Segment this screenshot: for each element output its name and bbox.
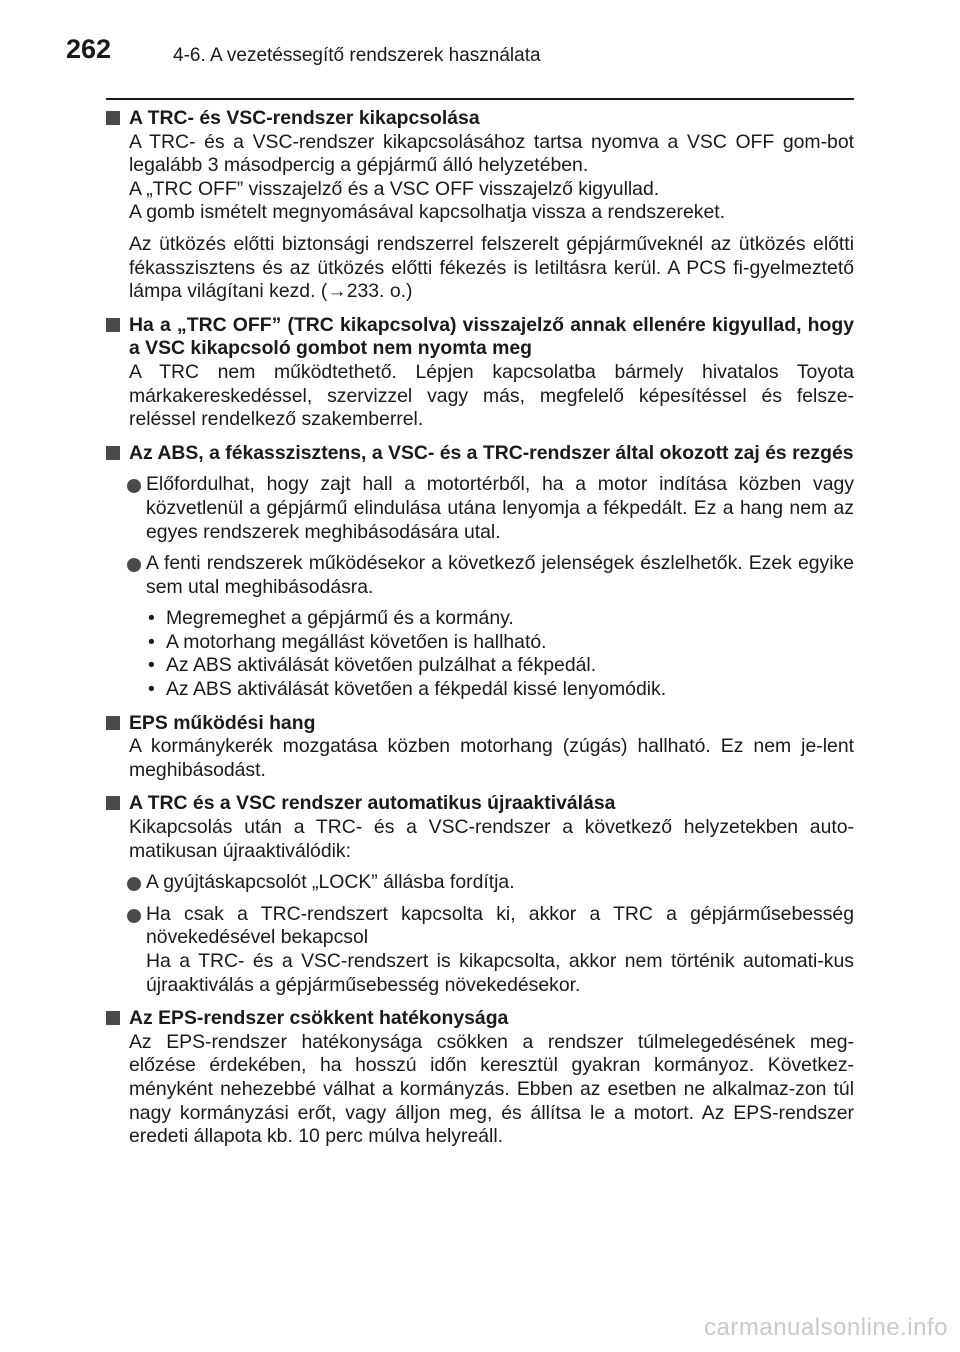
list-item: A fenti rendszerek működésekor a következő jelenségek észlelhetők. Ezek egyike sem utal meghibásodásra. <box>104 552 854 599</box>
section-heading: Az EPS-rendszer csökkent hatékonysága <box>104 1007 854 1031</box>
section-noise-vibration <box>104 442 854 702</box>
square-bullet-icon <box>106 716 120 730</box>
square-bullet-icon <box>106 1011 120 1025</box>
circle-bullet-icon <box>127 877 141 891</box>
square-bullet-icon <box>106 446 120 460</box>
sub-list-item: • Az ABS aktiválását követően pulzálhat a fékpedál. <box>146 654 854 678</box>
paragraph: A „TRC OFF” visszajelző és a VSC OFF visszajelző kigyullad. <box>129 177 660 200</box>
sub-list-item: • Az ABS aktiválását követően a fékpedál kissé lenyomódik. <box>146 678 854 702</box>
section-eps-sound <box>104 712 854 783</box>
section-trc-vsc-off <box>104 107 854 304</box>
paragraph: Kikapcsolás után a TRC- és a VSC-rendszer a következő helyzetekben auto-matikusan újraaktiválódik: <box>129 816 854 862</box>
paragraph: A kormánykerék mozgatása közben motorhang (zúgás) hallható. Ez nem je-lent meghibásodást. <box>129 735 854 781</box>
circle-bullet-icon <box>127 479 141 493</box>
section-heading: A TRC- és VSC-rendszer kikapcsolása <box>104 107 854 131</box>
list-item: A gyújtáskapcsolót „LOCK” állásba fordítja. <box>104 871 854 895</box>
page-number: 262 <box>66 34 112 64</box>
square-bullet-icon <box>106 318 120 332</box>
section-heading: EPS működési hang <box>104 712 854 736</box>
sub-list <box>104 607 854 701</box>
square-bullet-icon <box>106 796 120 810</box>
section-trc-off-indicator <box>104 314 854 432</box>
paragraph: A gomb ismételt megnyomásával kapcsolhatja vissza a rendszereket. <box>129 201 726 224</box>
watermark: carmanualsonline.info <box>704 1314 948 1341</box>
section-eps-reduced <box>104 1007 854 1149</box>
paragraph: A TRC- és a VSC-rendszer kikapcsolásához tartsa nyomva a VSC OFF gom-bot legalább 3 másodpercig a gépjármű álló helyzetében. <box>129 130 854 177</box>
section-heading: Ha a „TRC OFF” (TRC kikapcsolva) visszajelző annak ellenére kigyullad, hogy a VSC kikapcsoló gombot nem nyomta meg <box>104 314 854 361</box>
chapter-title: 4-6. A vezetéssegítő rendszerek használata <box>173 45 541 66</box>
circle-bullet-icon <box>127 909 141 923</box>
list-item: Ha csak a TRC-rendszert kapcsolta ki, akkor a TRC a gépjárműsebesség növekedésével bekapcsol Ha a TRC- és a VSC-rendszert is kikapcsolta, akkor nem történik automati-kus újraaktiválás a gépjárműsebesség növekedésekor. <box>104 903 854 997</box>
paragraph: Az ütközés előtti biztonsági rendszerrel felszerelt gépjárműveknél az ütközés előtti fékasszisztens és az ütközés előtti fékezés is letiltásra kerül. A PCS fi-gyelmeztető lámpa világítani kezd. (→233. o.) <box>129 232 854 303</box>
list-item: Előfordulhat, hogy zajt hall a motortérből, ha a motor indítása közben vagy közvetlenül a gépjármű elindulása utána lenyomja a fékpedált. Ez a hang nem az egyes rendszerek meghibásodására utal. <box>104 473 854 544</box>
sub-list-item: • Megremeghet a gépjármű és a kormány. <box>146 607 854 631</box>
header-rule <box>106 98 854 100</box>
section-heading: Az ABS, a fékasszisztens, a VSC- és a TRC-rendszer által okozott zaj és rezgés <box>104 442 854 466</box>
sub-list-item: • A motorhang megállást követően is hallható. <box>146 631 854 655</box>
page-content <box>104 107 854 1149</box>
section-auto-reactivation <box>104 792 854 997</box>
section-heading: A TRC és a VSC rendszer automatikus újraaktiválása <box>104 792 854 816</box>
paragraph: Az EPS-rendszer hatékonysága csökken a rendszer túlmelegedésének meg-előzése érdekében, ha hosszú időn keresztül gyakran kormányoz. Következ-ményként nehezebbé válhat a kormányzás. Ebben az esetben ne alkalmaz-zon túl nagy kormányzási erőt, vagy álljon meg, és állítsa le a motort. Az EPS-rendszer eredeti állapota kb. 10 perc múlva helyreáll. <box>129 1030 854 1148</box>
square-bullet-icon <box>106 111 120 125</box>
page-reference: →233. o.) <box>327 280 413 303</box>
paragraph: A TRC nem működtethető. Lépjen kapcsolatba bármely hivatalos Toyota márkakereskedéssel, szervizzel vagy más, megfelelő képesítéssel és felsze-reléssel rendelkező szakemberrel. <box>129 360 854 431</box>
circle-bullet-icon <box>127 558 141 572</box>
